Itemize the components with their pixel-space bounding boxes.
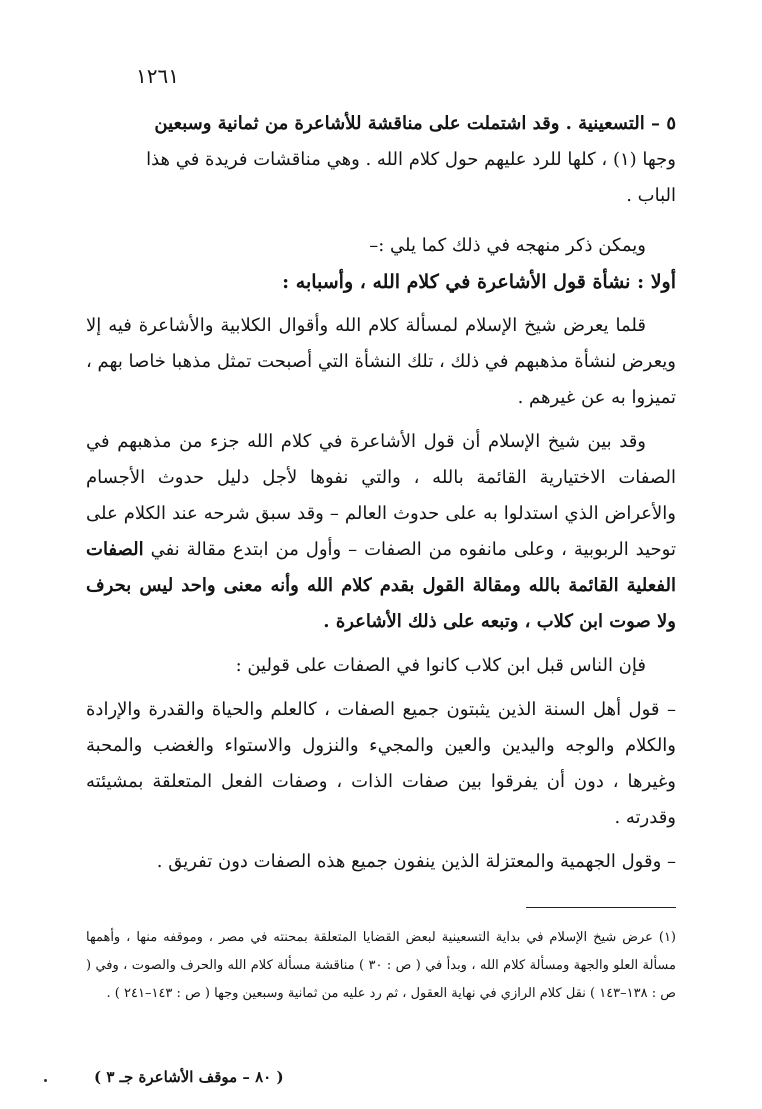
paragraph-explanation-bold: الصفات الفعلية القائمة بالله ومقالة القول بقدم كلام الله وأنه معنى واحد ليس بحرف ولا صوت ابن كلاب ، وتبعه على ذلك الأشاعرة . — [86, 539, 676, 632]
item-5-lead: ٥ – التسعينية . وقد اشتملت على مناقشة للأشاعرة من ثمانية وسبعين — [154, 113, 676, 134]
item-5-line-3: الباب . — [626, 185, 676, 206]
paragraph-two-views: فإن الناس قبل ابن كلاب كانوا في الصفات على قولين : — [235, 655, 646, 676]
method-intro: ويمكن ذكر منهجه في ذلك كما يلي :– — [369, 235, 646, 256]
paragraph-jahmiyya: – وقول الجهمية والمعتزلة الذين ينفون جميع هذه الصفات دون تفريق . — [156, 851, 676, 872]
main-text — [86, 106, 676, 880]
page-footer: ( ٨٠ – موقف الأشاعرة جـ ٣ ) — [94, 1068, 284, 1086]
margin-mark — [44, 1079, 47, 1082]
item-5-paragraph — [86, 106, 676, 214]
item-5-line-2: وجها (١) ، كلها للرد عليهم حول كلام الله . وهي مناقشات فريدة في هذا — [146, 149, 676, 170]
footnotes — [86, 924, 676, 1008]
paragraph-explanation-normal: وقد بين شيخ الإسلام أن قول الأشاعرة في كلام الله جزء من مذهبهم في الصفات الاختيارية القائمة بالله ، والتي نفوها لأجل دليل حدوث الأجسام والأعراض الذي استدلوا به على حدوث العالم – وقد سبق شرحه عند الكلام على توحيد الربوبية ، وعلى مانفوه من الصفات – وأول من ابتدع مقالة نفي — [86, 431, 676, 560]
paragraph-explanation — [86, 424, 676, 640]
footnote-1: (١) عرض شيخ الإسلام في بداية التسعينية لبعض القضايا المتعلقة بمحنته في مصر ، وموقفه منها ، وأهمها مسألة العلو والجهة ومسألة كلام الله ، وبدأ في ( ص : ٣٠ ) مناقشة مسألة كلام الله والحرف والصوت ، وفي ( ص : ١٣٨–١٤٣ ) نقل كلام الرازي في نهاية العقول ، ثم رد عليه من ثمانية وسبعين وجها ( ص : ١٤٣–٢٤١ ) . — [86, 930, 676, 1001]
page-number: ١٢٦١ — [136, 64, 179, 88]
paragraph-ahl-sunna: – قول أهل السنة الذين يثبتون جميع الصفات ، كالعلم والحياة والقدرة والإرادة والكلام والوجه واليدين والعين والمجيء والنزول والاستواء والغضب والمحبة وغيرها ، دون أن يفرقوا بين صفات الذات ، وصفات الفعل المتعلقة بمشيئته وقدرته . — [86, 699, 676, 828]
paragraph-origin: قلما يعرض شيخ الإسلام لمسألة كلام الله وأقوال الكلابية والأشاعرة فيه إلا ويعرض لنشأة مذهبهم في ذلك ، تلك النشأة التي أصبحت تمثل مذهبا خاصا بهم ، تميزوا به عن غيرهم . — [86, 315, 676, 408]
footnote-divider — [526, 907, 676, 908]
section-heading: أولا : نشأة قول الأشاعرة في كلام الله ، وأسبابه : — [282, 271, 676, 293]
